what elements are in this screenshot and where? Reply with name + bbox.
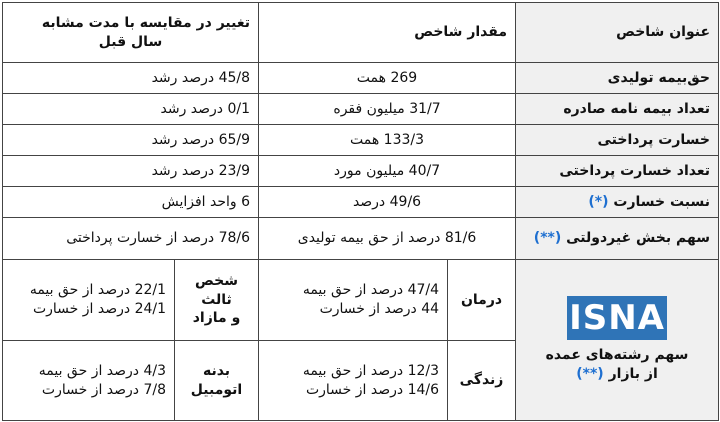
life-name: زندگی (448, 341, 516, 421)
row-label: تعداد خسارت پرداختی (516, 156, 719, 187)
medical-values (259, 260, 448, 341)
third-party-name-line2: و مازاد (192, 310, 241, 327)
private-sector-label (516, 218, 719, 260)
header-change-line1: تغییر در مقایسه با مدت مشابه (41, 14, 251, 31)
private-sector-text: سهم بخش غیردولتی (566, 230, 711, 247)
car-body-name (175, 341, 259, 421)
car-body-values (3, 341, 175, 421)
life-premium: 12/3 درصد از حق بیمه (302, 362, 440, 379)
header-title: عنوان شاخص (516, 3, 719, 63)
isna-logo: ISNA (567, 296, 667, 340)
life-claims: 14/6 درصد از خسارت (305, 381, 440, 398)
market-share-label-line2 (524, 365, 710, 384)
header-value: مقدار شاخص (259, 3, 516, 63)
row-label: خسارت پرداختی (516, 125, 719, 156)
table-row (3, 94, 719, 125)
row-label: تعداد بیمه نامه صادره (516, 94, 719, 125)
private-sector-change: 78/6 درصد از خسارت پرداختی (3, 218, 259, 260)
row-change: 23/9 درصد رشد (3, 156, 259, 187)
car-body-premium: 4/3 درصد از حق بیمه (38, 362, 167, 379)
footnote-mark: (**) (533, 230, 562, 247)
row-value: 40/7 میلیون مورد (259, 156, 516, 187)
footnote-mark: (*) (588, 193, 609, 210)
row-value: 31/7 میلیون فقره (259, 94, 516, 125)
loss-ratio-label: نسبت خسارت (613, 193, 711, 210)
car-body-claims: 7/8 درصد از خسارت (41, 381, 167, 398)
third-party-claims: 24/1 درصد از خسارت (32, 301, 167, 317)
third-party-name (175, 260, 259, 341)
market-share-row-1 (3, 260, 719, 341)
private-sector-row (3, 218, 719, 260)
header-change-line2: سال قبل (98, 33, 163, 50)
header-row (3, 3, 719, 63)
header-change (3, 3, 259, 63)
row-change: 65/9 درصد رشد (3, 125, 259, 156)
medical-name: درمان (448, 260, 516, 341)
row-label: حق‌بیمه تولیدی (516, 63, 719, 94)
car-body-name-line2: اتومبیل (190, 381, 243, 398)
table-row (3, 63, 719, 94)
insurance-indicators-table (2, 2, 719, 421)
market-share-label-cell (516, 260, 719, 421)
row-value: 269 همت (259, 63, 516, 94)
row-change: 0/1 درصد رشد (3, 94, 259, 125)
third-party-values (3, 260, 175, 341)
medical-premium: 47/4 درصد از حق بیمه (302, 282, 440, 299)
row-value: 49/6 درصد (259, 187, 516, 218)
row-change: 45/8 درصد رشد (3, 63, 259, 94)
third-party-premium: 22/1 درصد از حق بیمه (29, 282, 167, 299)
row-change: 6 واحد افزایش (3, 187, 259, 218)
table-row (3, 156, 719, 187)
market-share-label-line1: سهم رشته‌های عمده (545, 347, 689, 364)
medical-claims: 44 درصد از خسارت (319, 301, 440, 317)
market-share-label-text: از بازار (608, 366, 658, 382)
car-body-name-line1: بدنه (202, 362, 231, 379)
table-row (3, 187, 719, 218)
row-value: 133/3 همت (259, 125, 516, 156)
row-label (516, 187, 719, 218)
private-sector-value: 81/6 درصد از حق بیمه تولیدی (259, 218, 516, 260)
third-party-name-line1: شخص ثالث (195, 272, 238, 308)
life-values (259, 341, 448, 421)
table-row (3, 125, 719, 156)
footnote-mark: (**) (576, 366, 604, 382)
